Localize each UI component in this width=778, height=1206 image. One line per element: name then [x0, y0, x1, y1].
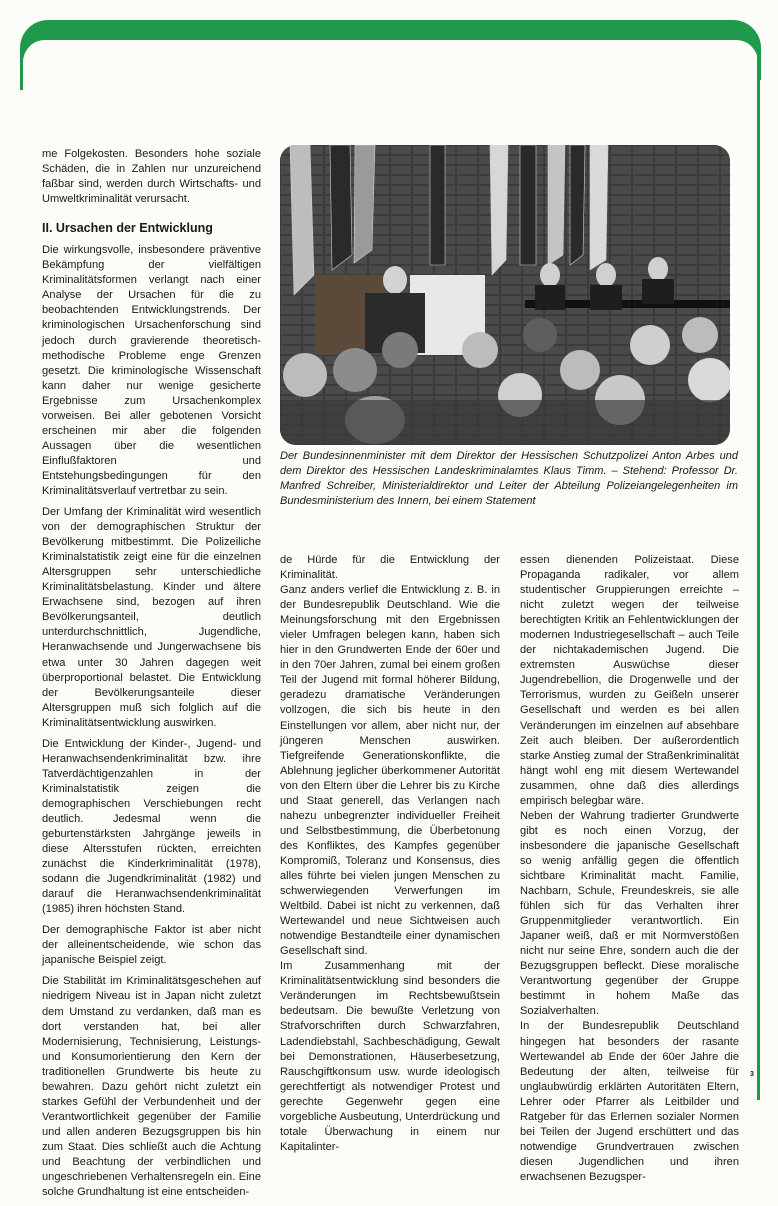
- photo-caption: Der Bundesinnenminister mit dem Direktor der Hessischen Schutzpolizei Anton Arbes und dem Direktor des Hessischen Landeskriminalamtes Klaus Timm. – Stehend: Professor Dr. Manfred Schreiber, Ministerialdirektor und Leiter der Abteilung Polizeiangelegenheiten im Bundesministerium des Innern, bei einem Statement: [280, 450, 738, 507]
- paragraph: Im Zusammenhang mit der Kriminalitätsentwicklung sind besonders die Veränderungen im Rechtsbewußtsein bedeutsam. Die bewußte Verletzung von Strafvorschriften durch Schwarzfahren, Ladendiebstahl, Sachbeschädigung, Gewalt bei Demonstrationen, Häuserbesetzung, Rauschgiftkonsum usw. wurde ideologisch gerechtfertigt als notwendiger Protest und gerechte Gegenwehr gegen eine vorgebliche Ausbeutung, Unterdrückung und totale Überwachung in einem nur Kapitalinter-: [280, 960, 500, 1153]
- paragraph: Die Entwicklung der Kinder-, Jugend- und Heranwachsendenkriminalität bzw. ihre Tatverdächtigenzahlen in der Kriminalstatistik zeigen die demographischen Verschiebungen recht deutlich. Jedesmal wenn die geburtenstärksten Jahrgänge jeweils in diese Altersstufen rückten, erreichten zunächst die Kinderkriminalität (1978), sodann die Jugendkriminalität (1982) und darauf die Heranwachsendenkriminalität (1985) ihren höchsten Stand.: [42, 737, 261, 916]
- paragraph: Ganz anders verlief die Entwicklung z. B. in der Bundesrepublik Deutschland. Wie die Meinungsforschung mit den Ergebnissen vieler Umfragen belegen kann, haben sich hier in den Grundwerten Ende der 60er und in den 70er Jahren, zumal bei einem großen Teil der Jugend mit formal höherer Bildung, geradezu dramatische Veränderungen vollzogen, die sich bis heute in den Einstellungen vor allem, aber nicht nur, der jüngeren Menschen auswirken. Tiefgreifende Generationskonflikte, die Ablehnung jeglicher überkommener Autorität von den Eltern über die Lehrer bis zu Kirche und Staat generell, das Verlangen nach nahezu unbegrenzter individueller Freiheit und Selbstbestimmung, die Überbetonung des Konfliktes, des Kampfes gegenüber Kompromiß, Toleranz und Konsensus, dies alles führte bei vielen jungen Menschen zu schwerwiegenden Verwerfungen im Weltbild. Dabei ist nicht zu verkennen, daß Wertewandel und neue Sichtweisen auch notwendige Bestandteile einer dynamischen Gesellschaft sind.: [280, 584, 500, 958]
- paragraph: Neben der Wahrung tradierter Grundwerte gibt es noch einen Vorzug, der insbesondere die japanische Gesellschaft so wenig anfällig gegen die öffentlich sichtbare Kriminalität macht. Familie, Nachbarn, Schule, Freundeskreis, sie alle fühlen sich für das Verhalten ihrer Gruppenmitglieder verantwortlich. Ein Japaner weiß, daß er mit Normverstößen nicht nur seine Ehre, sondern auch die der Bezugsgruppen befleckt. Diese moralische Verantwortung gegenüber der Gruppe bestimmt in hohem Maße das Sozialverhalten.: [520, 809, 739, 1018]
- paragraph: Die wirkungsvolle, insbesondere präventive Bekämpfung der vielfältigen Kriminalitätsformen verlangt nach einer Analyse der Ursachen für die zu beobachtenden Entwicklungstrends. Der kriminologischen Ursachenforschung sind jedoch durch gravierende theoretisch-methodische Probleme enge Grenzen gesetzt. Die kriminologische Wissenschaft kann daher nur wenige gesicherte Ergebnisse zum Ursachenkomplex vorweisen. Bei aller gebotenen Vorsicht erscheinen mir aber die folgenden Aussagen über die wesentlichen Einflußfaktoren und Entstehungsbedingungen für den Kriminalitätsverlauf vertretbar zu sein.: [42, 244, 261, 497]
- paragraph: de Hürde für die Entwicklung der Kriminalität.: [280, 554, 500, 582]
- paragraph: Die Stabilität im Kriminalitätsgeschehen auf niedrigem Niveau ist in Japan nicht zuletzt dem Umstand zu verdanken, daß man es dort verstanden hat, bei aller Modernisierung, Technisierung, Leistungs- und Konsumorientierung den Kern der traditionellen Grundwerte bis heute zu bewahren. Dazu gehört nicht zuletzt ein starkes Gefühl der Verbundenheit und der Verantwortlichkeit gegenüber der Familie und allen anderen Bezugsgruppen bis hin zum Staat. Dies schließt auch die Achtung und Beachtung der verbindlichen und ungeschriebenen Verhaltensregeln ein. Eine solche Grundhaltung ist eine entscheiden-: [42, 975, 261, 1199]
- green-frame-right: [757, 50, 760, 1100]
- column-3: [520, 553, 739, 1185]
- paragraph: Der Umfang der Kriminalität wird wesentlich von der demographischen Struktur der Bevölkerung mitbestimmt. Die Polizeiliche Kriminalstatistik zeigt eine für die einzelnen Altersgruppen sehr unterschiedliche Kriminalitätsbelastung. Kinder und ältere Erwachsene sind, bezogen auf ihren Bevölkerungsanteil, deutlich unterdurchschnittlich, Jugendliche, Heranwachsende und Jungerwachsene bis etwa unter 30 Jahren dagegen weit überproportional belastet. Die Entwicklung der Bevölkerungsanteile dieser Altersgruppen muß sich folglich auf die Kriminalitätsentwicklung auswirken.: [42, 506, 261, 729]
- conference-photo: [280, 145, 730, 445]
- green-frame-left: [20, 50, 23, 90]
- column-2: [280, 553, 500, 1155]
- paragraph: Der demographische Faktor ist aber nicht der alleinentscheidende, wie schon das japanische Beispiel zeigt.: [42, 924, 261, 967]
- section-heading: II. Ursachen der Entwicklung: [42, 221, 213, 236]
- column-1: [42, 147, 261, 1206]
- paragraph: me Folgekosten. Besonders hohe soziale Schäden, die in Zahlen nur unzureichend faßbar sind, werden durch Wirtschafts- und Umweltkriminalität verursacht.: [42, 148, 261, 206]
- paragraph: essen dienenden Polizeistaat. Diese Propaganda radikaler, vor allem studentischer Gruppierungen erreichte – nicht zuletzt wegen der teilweise berechtigten Kritik an Fehlentwicklungen der modernen Industriegesellschaft – auch Teile der nichtakademischen Jugend. Die extremsten Auswüchse dieser Jugendrebellion, die Drogenwelle und der Terrorismus, wurden zu Geißeln unserer Gesellschaft und werden es bei allen Veränderungen im einzelnen auf absehbare Zeit auch bleiben. Der außerordentlich starke Anstieg zumal der Straßenkriminalität hängt wohl eng mit diesem Wertewandel zusammen, ohne daß dies allerdings empirisch belegbar wäre.: [520, 554, 739, 807]
- paragraph: In der Bundesrepublik Deutschland hingegen hat besonders der rasante Wertewandel ab Ende der 60er Jahre die Bedeutung der alten, teilweise für unglaubwürdig erklärten Autoritäten Eltern, Lehrer oder Pfarrer als Leitbilder und Ratgeber für das Erlernen sozialer Normen bei Teilen der Jugend erschüttert und das notwendige Grundvertrauen zwischen diesen Jugendlichen und ihren erwachsenen Bezugsper-: [520, 1020, 739, 1183]
- page-number: 3: [750, 1071, 754, 1078]
- photo-illustration: [280, 145, 730, 445]
